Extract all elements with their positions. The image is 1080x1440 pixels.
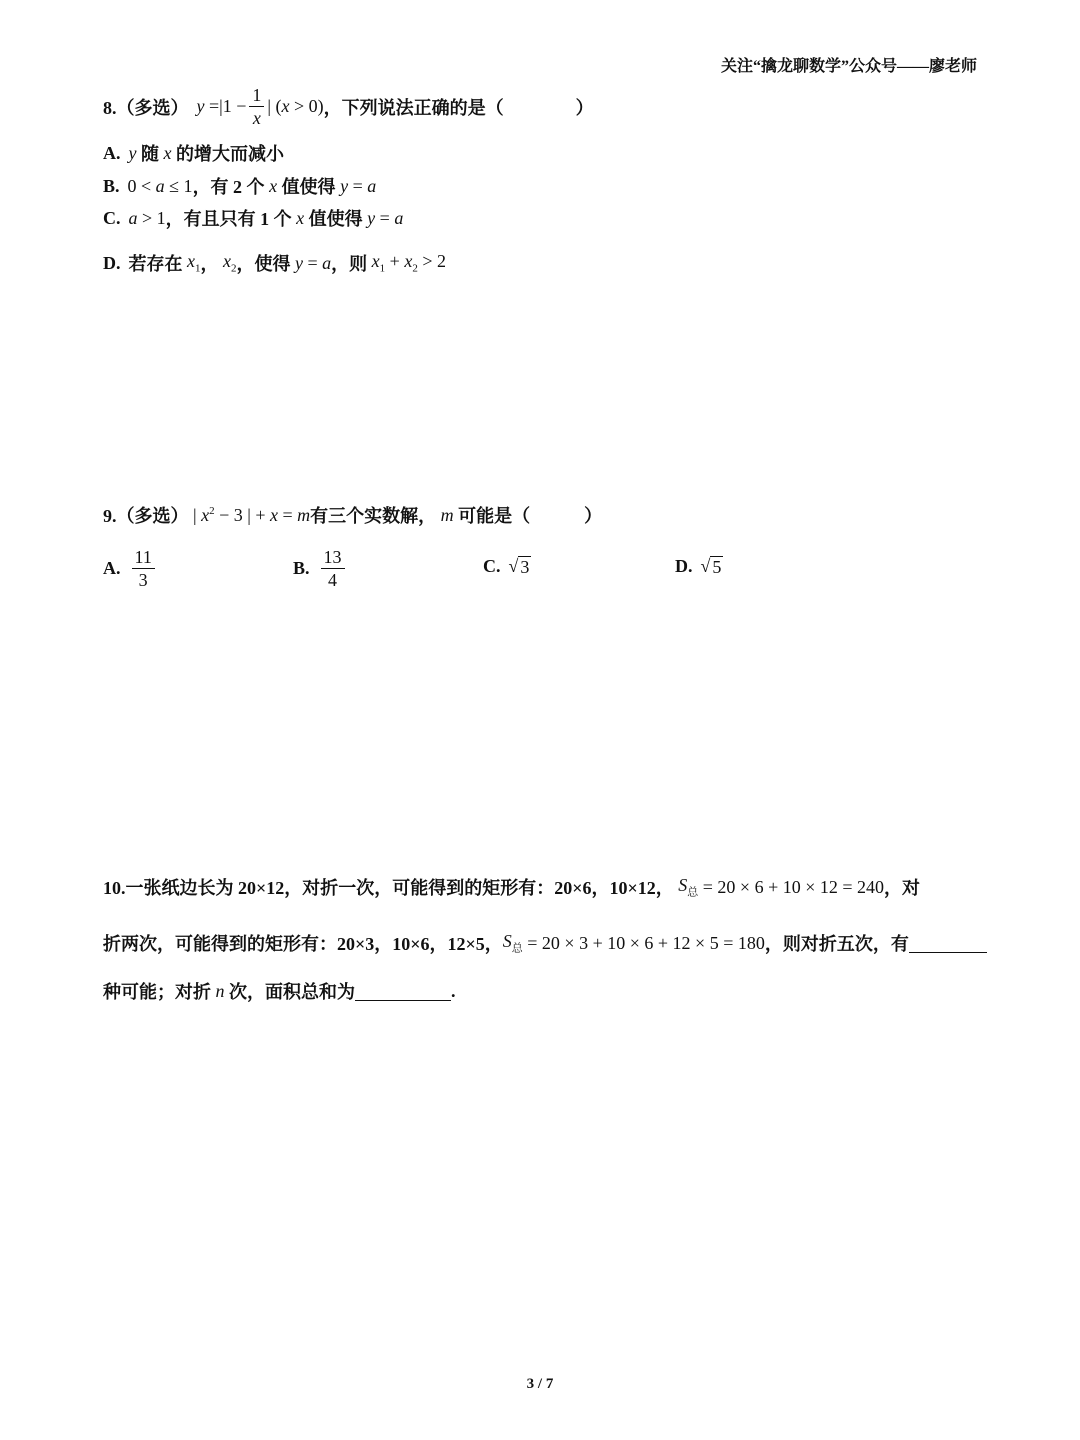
q8-formula: y [196,96,205,116]
answer-blank-2[interactable] [355,982,451,1001]
q10-line-2: 折两次，可能得到的矩形有：20×3，10×6，12×5， $S_总$ = 20 × 3 + 10 × 6 + 12 × 5 = 180 ，则对折五次，有 [103,930,987,956]
q10-line-1: 10.一张纸边长为 20×12，对折一次，可能得到的矩形有：20×6，10×12， $S_总$ = 20 × 6 + 10 × 12 = 240 ，对 [103,874,921,899]
q8-prefix: 8.（多选） [103,97,189,118]
page-number: 3 / 7 [526,1376,554,1392]
q9-option-d: D. √ 5 [675,556,722,577]
q8-stem: 8.（多选） y =|1 − $\frac{1}{x}$ | (x > 0) ，下列说法正确的是（ ） [103,85,594,128]
q8-option-a: A. y 随 x 的增大而减小 [103,142,284,164]
page-header: 关注“擒龙聊数学”公众号——廖老师 [720,58,977,75]
q8-option-d: D. 若存在 $x_1$ ， $x_2$ ，使得 y = a ，则 $x_1 + x_2 > 2$ [103,251,446,275]
q9-option-b: B. $\frac{13}{4}$ [293,546,348,591]
q8-option-b: B. 0 < a ≤ 1 ，有 2 个 x 值使得 y = a [103,175,377,197]
q8-suffix: ，下列说法正确的是（ ） [323,97,594,118]
q8-fraction: $\frac{1}{x}$ [249,84,264,129]
q10-line-3: 种可能；对折 n 次，面积总和为 . [103,980,456,1002]
q9-option-c: C. √ 3 [483,556,530,577]
answer-blank-1[interactable] [909,934,987,953]
q8-option-c: C. a > 1 ，有且只有 1 个 x 值使得 y = a [103,207,404,229]
q9-stem: 9.（多选） | $x^2 - 3$ | + x = m 有三个实数解， m 可能是（ ） [103,504,603,526]
q9-option-a: A. $\frac{11}{3}$ [103,546,158,591]
